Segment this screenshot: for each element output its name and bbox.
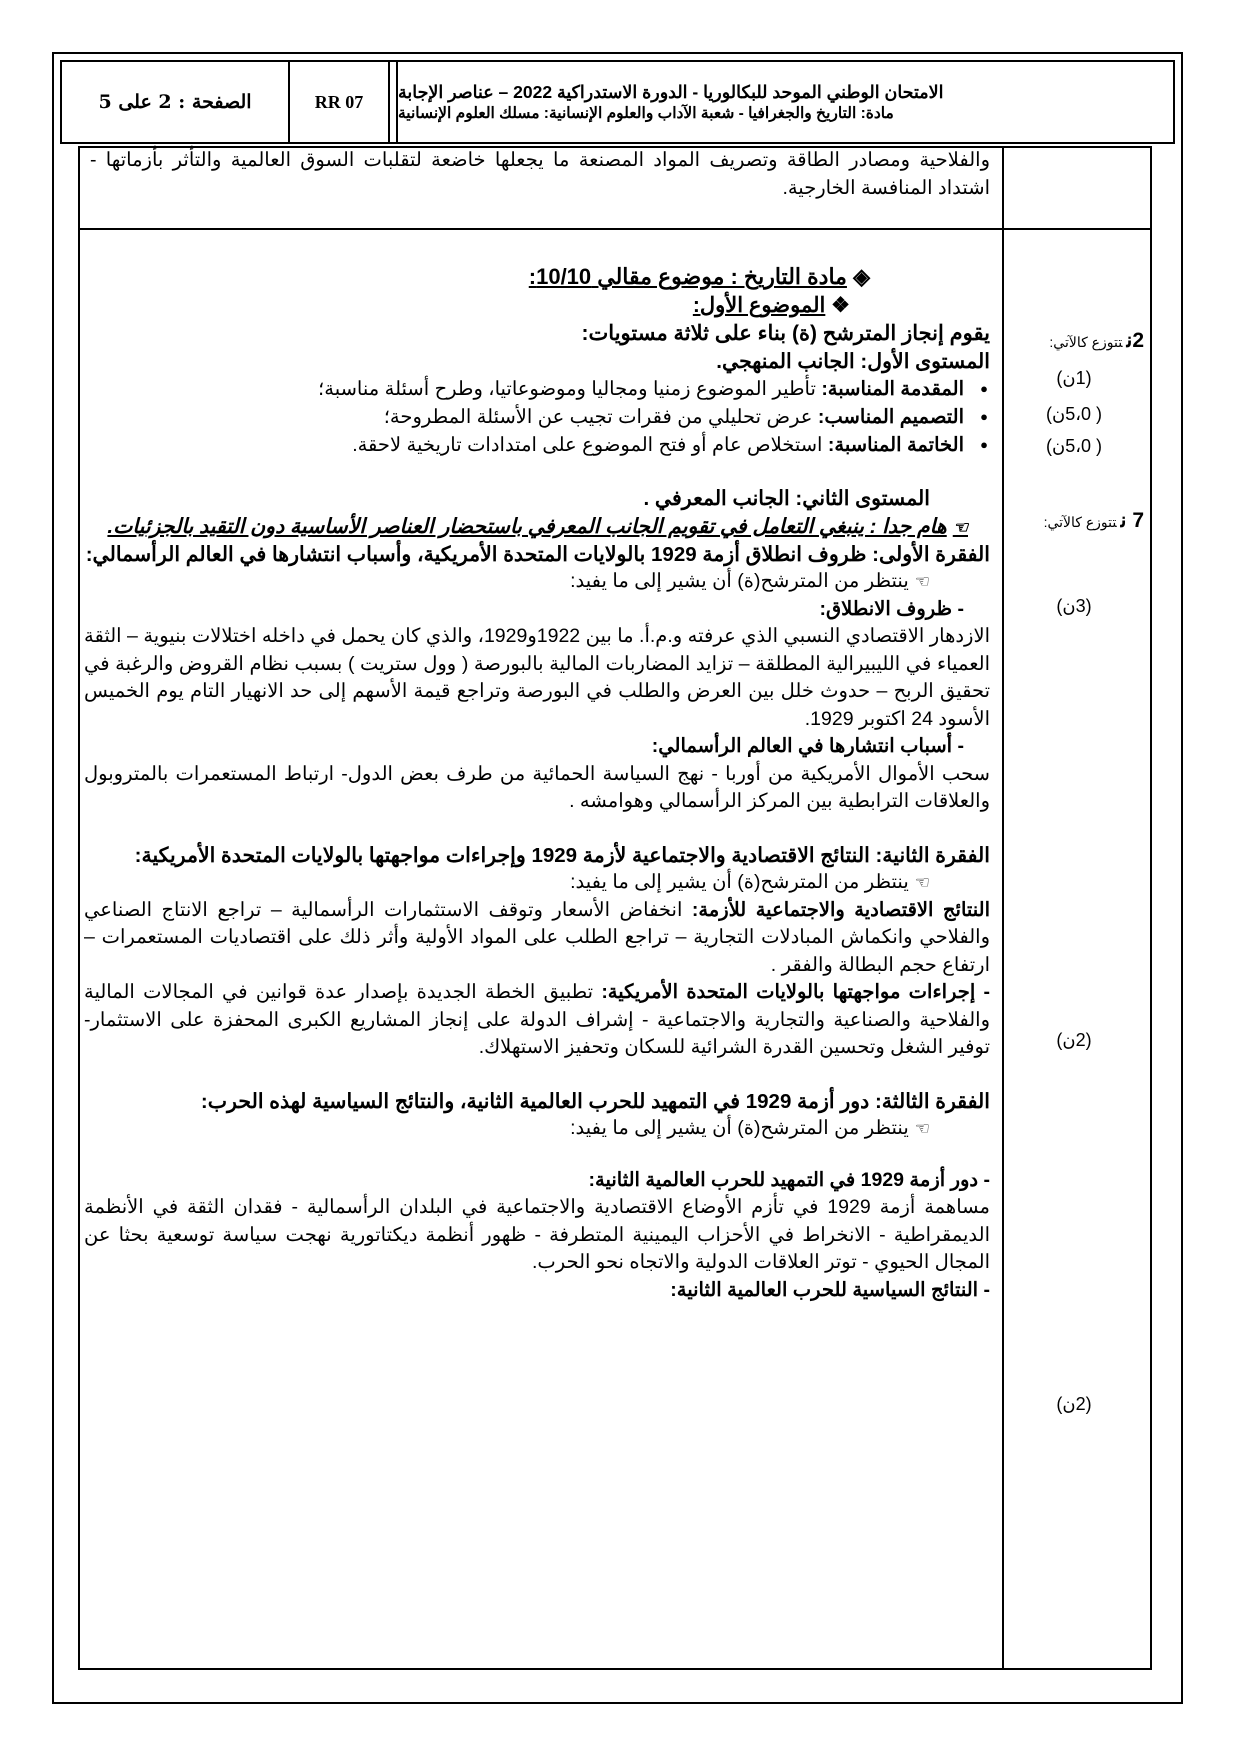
grade-paragraph3: (2ن) [1056, 1394, 1092, 1414]
paragraph2-text2: تطبيق الخطة الجديدة بإصدار عدة قوانين في المجالات المالية والفلاحية والصناعية والتجارية والاجتماعية - إشراف الدولة على إنجاز المشاريع الكبرى المحفزة على الاستثمار- توفير الشغل وتحسين القدرة الشرائية للسكان وتحفيز الاستهلاك. [84, 981, 990, 1058]
exam-title-line2: مادة: التاريخ والجغرافيا - شعبة الآداب والعلوم الإنسانية: مسلك العلوم الإنسانية [398, 105, 894, 122]
list-item [84, 403, 964, 431]
grade-level2-label: تتوزع كالآتي: [1043, 514, 1117, 530]
grade-level2 [1004, 508, 1144, 533]
page-number: الصفحة : 2 على 5 [98, 91, 252, 113]
grade-level1 [1004, 328, 1144, 353]
pointing-hand-icon: ☜ [914, 1119, 930, 1138]
header-table [60, 60, 1175, 144]
topic-title: الموضوع الأول: [692, 294, 826, 317]
paragraph2-heading1: النتائج الاقتصادية والاجتماعية للأزمة: [691, 898, 991, 921]
row-divider [80, 228, 1150, 230]
paragraph1-heading2: - أسباب انتشارها في العالم الرأسمالي: [651, 735, 964, 757]
subject-title: مادة التاريخ : موضوع مقالي 10/10: [528, 264, 847, 289]
spacer [84, 1062, 990, 1088]
pointing-hand-icon: ☜ [914, 572, 930, 591]
bullet-text: تأطير الموضوع زمنيا ومجاليا وموضوعاتيا، وطرح أسئلة مناسبة؛ [318, 378, 816, 400]
important-note [84, 513, 990, 541]
subject-heading [84, 262, 990, 292]
paragraph3-heading2: - النتائج السياسية للحرب العالمية الثانية: [670, 1278, 990, 1301]
paragraph2-text1: انخفاض الأسعار وتوقف الاستثمارات الرأسمالية – تراجع الانتاج الصناعي والفلاحي وانكماش المبادلات التجارية – تراجع الطلب على المواد الأولية وأثر ذلك على اقتصاديات المستعمرات – ارتفاع حجم البطالة والفقر . [84, 898, 990, 976]
bullet-label: التصميم المناسب: [817, 406, 964, 428]
continuation-text: والفلاحية ومصادر الطاقة وتصريف المواد المصنعة ما يجعلها خاضعة لتقلبات السوق العالمية والتأثر بأزماتها - اشتداد المنافسة الخارجية. [90, 149, 990, 199]
grade-intro: (1ن) [1056, 368, 1092, 388]
grade-plan: ( 5،0ن) [1045, 404, 1103, 424]
clover-icon: ❖ [831, 294, 850, 317]
spacer [84, 459, 990, 485]
list-item [84, 375, 964, 403]
exam-code: RR 07 [288, 62, 388, 142]
bullet-text: عرض تحليلي من فقرات تجيب عن الأسئلة المطروحة؛ [383, 406, 813, 428]
answer-body [84, 262, 990, 1304]
topic-heading [84, 292, 990, 320]
grade-conclusion: ( 5،0ن) [1045, 436, 1103, 456]
pointing-hand-icon: ☜ [952, 517, 968, 537]
grade-paragraph1: (3ن) [1056, 596, 1092, 616]
bullet-label: المقدمة المناسبة: [821, 378, 964, 400]
expect-line [84, 1115, 990, 1143]
spacer [84, 1143, 990, 1167]
paragraph2-heading2: - إجراءات مواجهتها بالولايات المتحدة الأمريكية: [601, 981, 991, 1003]
header-spacer [388, 62, 396, 142]
expect-text: ينتظر من المترشح(ة) أن يشير إلى ما يفيد: [570, 570, 909, 592]
grade-level2-points: 7 ن [1120, 509, 1144, 532]
exam-title-line1: الامتحان الوطني الموحد للبكالوريا - الدورة الاستدراكية 2022 – عناصر الإجابة [398, 82, 944, 102]
paragraph2-title: الفقرة الثانية: النتائج الاقتصادية والاجتماعية لأزمة 1929 وإجراءات مواجهتها بالولايات المتحدة الأمريكية: [134, 843, 990, 867]
expect-line [84, 568, 990, 596]
paragraph3-heading1: - دور أزمة 1929 في التمهيد للحرب العالمية الثانية: [588, 1168, 990, 1191]
exam-title [396, 62, 1173, 142]
expect-text: ينتظر من المترشح(ة) أن يشير إلى ما يفيد: [570, 871, 909, 893]
important-note-text: هام جدا : ينبغي التعامل في تقويم الجانب المعرفي باستحضار العناصر الأساسية دون التقيد بالجزئيات. [107, 514, 947, 538]
bullet-text: استخلاص عام أو فتح الموضوع على امتدادات تاريخية لاحقة. [352, 434, 823, 456]
pointing-hand-icon: ☜ [914, 873, 930, 892]
bullet-label: الخاتمة المناسبة: [827, 434, 964, 456]
expect-text: ينتظر من المترشح(ة) أن يشير إلى ما يفيد: [570, 1117, 909, 1139]
intro-text: يقوم إنجاز المترشح (ة) بناء على ثلاثة مستويات: [581, 322, 990, 345]
grade-level1-points: 2ن [1126, 329, 1144, 352]
paragraph2-block1 [84, 897, 990, 980]
level2-title: المستوى الثاني: الجانب المعرفي . [643, 487, 930, 510]
paragraph1-text1: الازدهار الاقتصادي النسبي الذي عرفته و.م.أ. ما بين 1922و1929، والذي كان يحمل في داخله اختلالات بنيوية – الثقة العمياء في الليبيرالية المطلقة – تزايد المضاربات المالية بالبورصة ( وول ستريت ) بسبب نظام القروض والرغبة في تحقيق الربح – حدوث خلل بين العرض والطلب في البورصة وتراجع قيمة الأسهم إلى حد الانهيار التام يوم الخميس الأسود 24 اكتوبر 1929. [84, 625, 990, 730]
paragraph1-text2: سحب الأموال الأمريكية من أوربا - نهج السياسة الحمائية من طرف بعض الدول- ارتباط المستعمرات بالمتروبول والعلاقات الترابطية بين المركز الرأسمالي وهوامشه . [84, 762, 990, 812]
level1-title: المستوى الأول: الجانب المنهجي. [716, 349, 990, 373]
paragraph2-block2 [84, 979, 990, 1062]
level1-list [84, 375, 990, 459]
paragraph1-title: الفقرة الأولى: ظروف انطلاق أزمة 1929 بالولايات المتحدة الأمريكية، وأسباب انتشارها في العالم الرأسمالي: [85, 542, 990, 566]
expect-line [84, 869, 990, 897]
paragraph1-heading1: - ظروف الانطلاق: [819, 597, 964, 620]
grade-paragraph2: (2ن) [1056, 1030, 1092, 1050]
paragraph3-title: الفقرة الثالثة: دور أزمة 1929 في التمهيد للحرب العالمية الثانية، والنتائج السياسية لهذه الحرب: [200, 1089, 990, 1113]
paragraph3-text1: مساهمة أزمة 1929 في تأزم الأوضاع الاقتصادية والاجتماعية في البلدان الرأسمالية - فقدان الثقة في الأنظمة الديمقراطية - الانخراط في الأحزاب اليمينية المتطرفة - ظهور أنظمة ديكتاتورية نهجت سياسة توسعية بحثا عن المجال الحيوي - توتر العلاقات الدولية والاتجاه نحو الحرب. [84, 1196, 990, 1273]
spacer [84, 816, 990, 842]
grade-level1-label: تتوزع كالآتي: [1049, 334, 1123, 350]
list-item [84, 431, 964, 459]
diamond-icon: ◈ [853, 264, 870, 289]
